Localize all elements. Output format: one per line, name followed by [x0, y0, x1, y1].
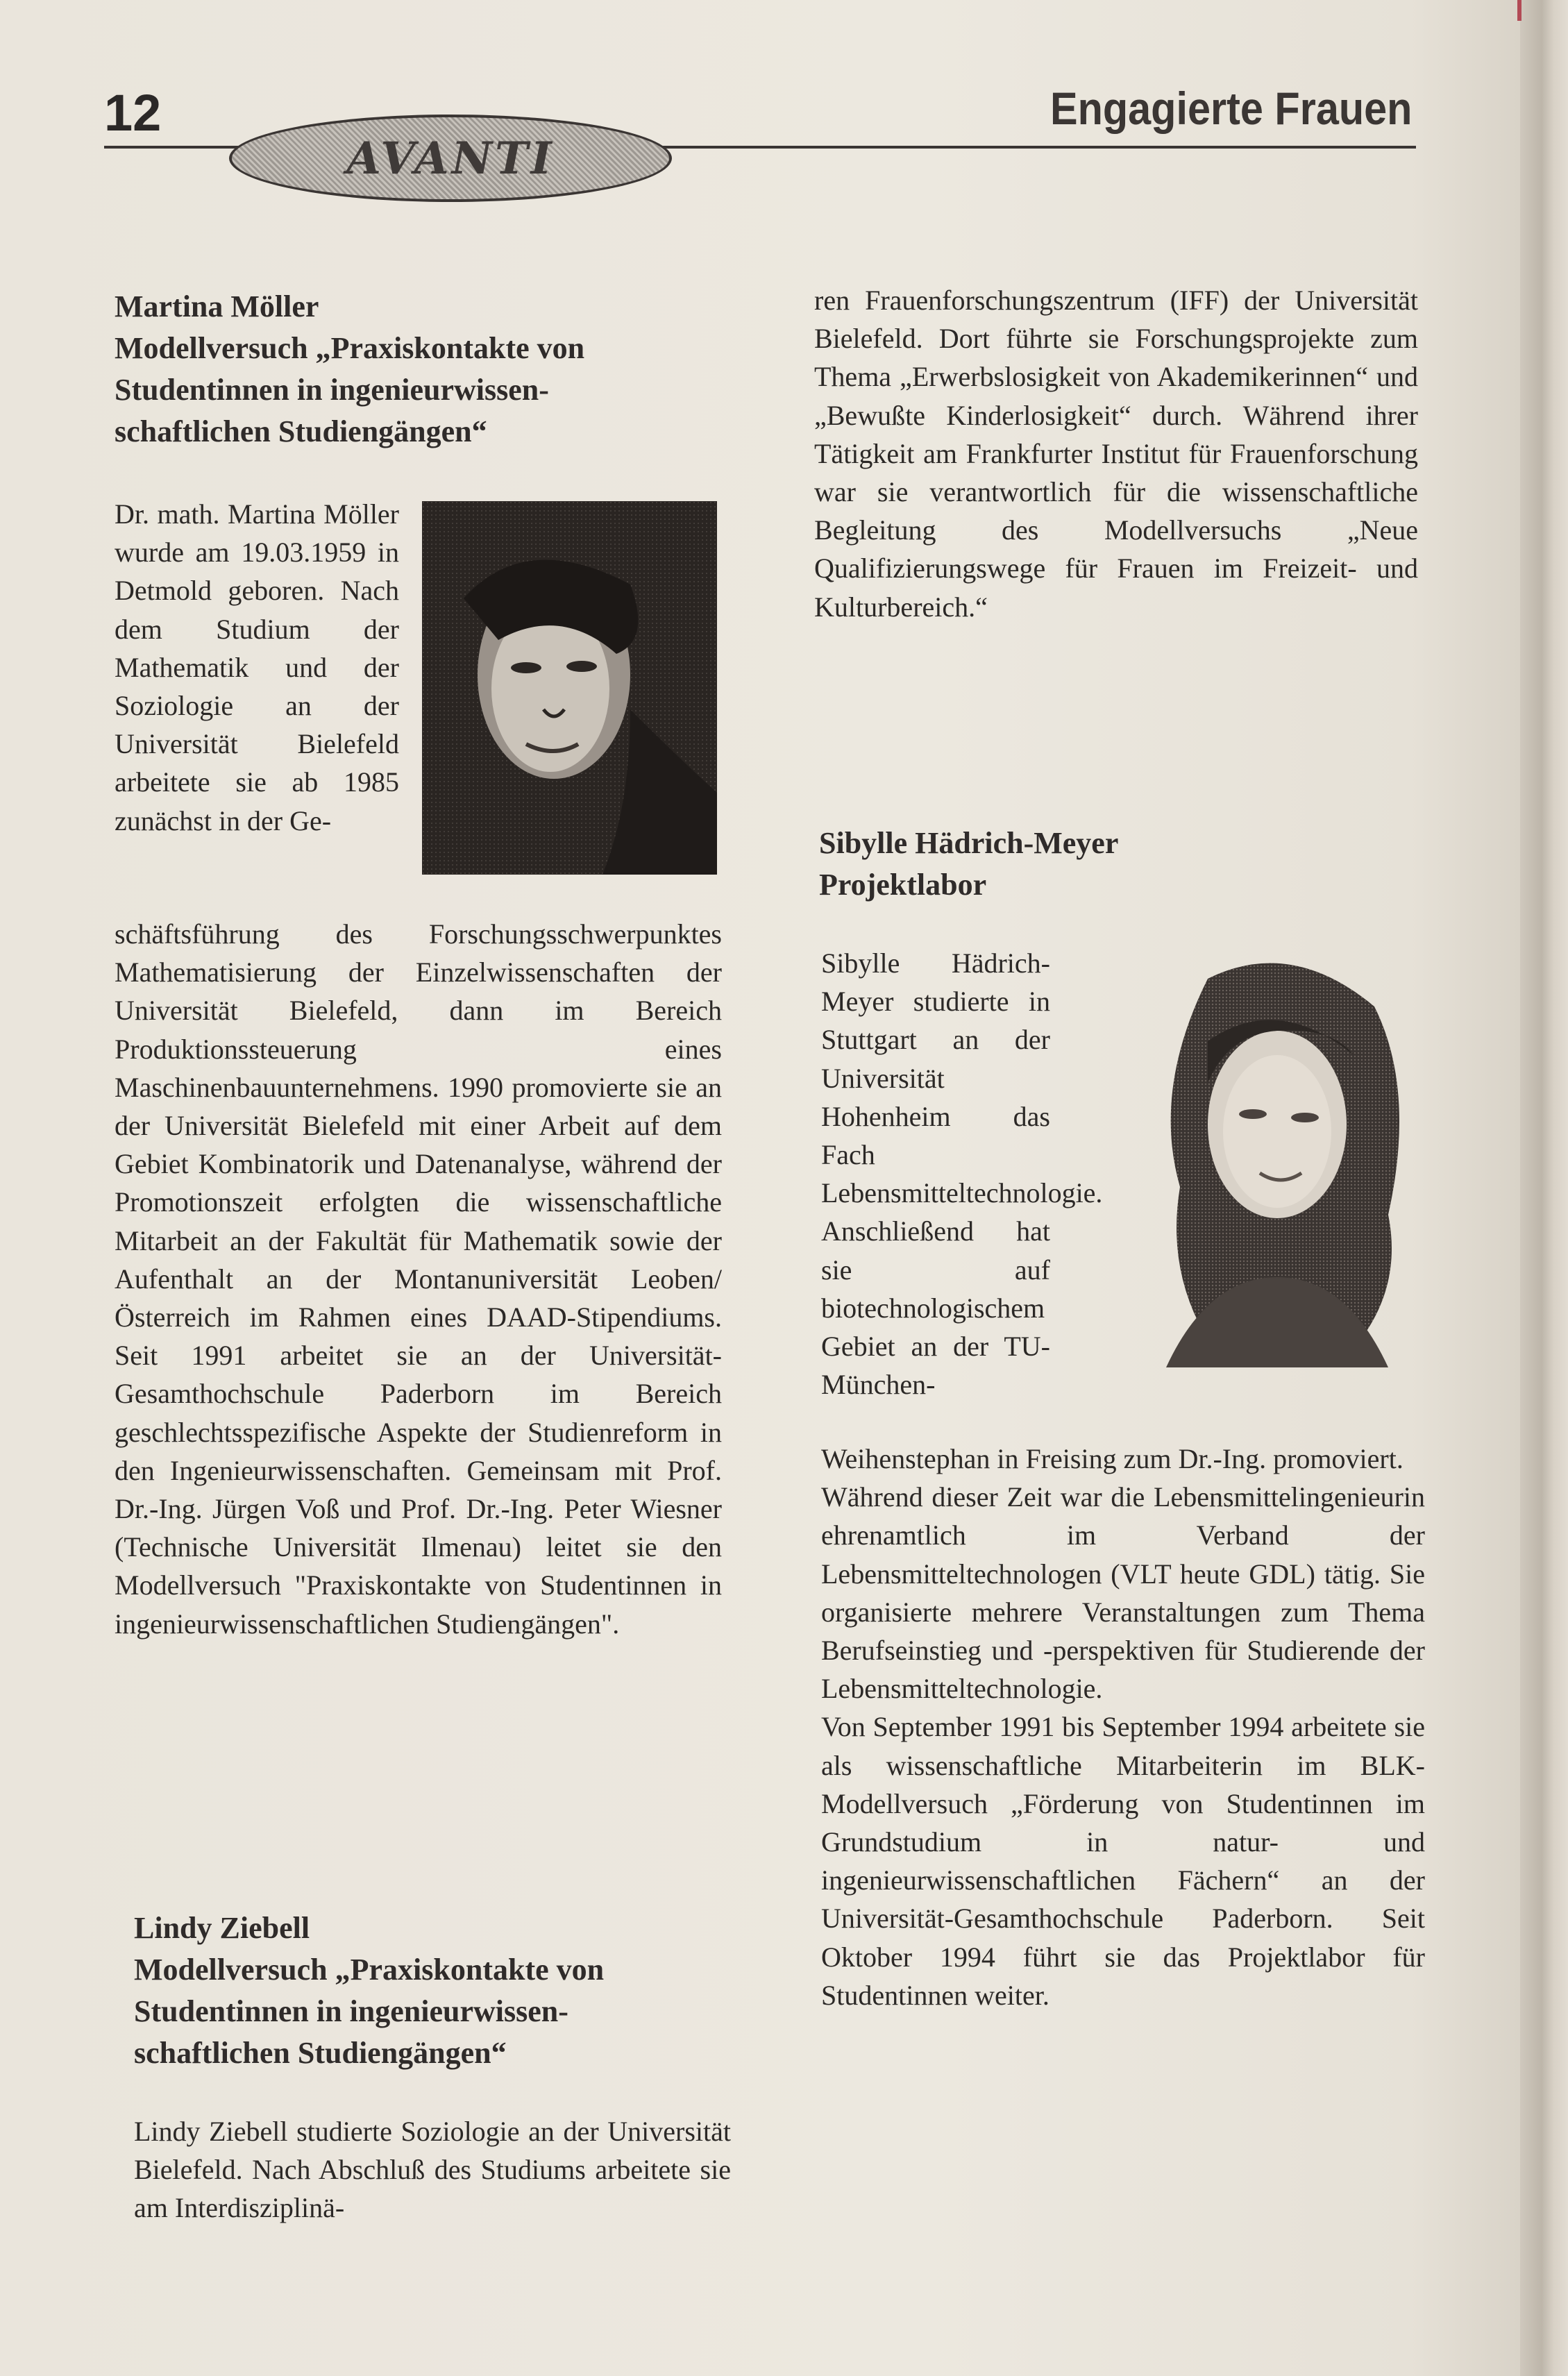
article-heading-moeller: Modellversuch „Praxiskontakte von Studentinnen in ingenieurwissen-schaftlichen Studiengängen“ — [115, 331, 585, 448]
article-heading-haedrich: Projektlabor — [819, 868, 987, 902]
book-spine — [1520, 0, 1568, 2376]
author-name-haedrich: Sibylle Hädrich-Meyer — [819, 826, 1119, 860]
paragraph: Dr. math. Martina Möller wurde am 19.03.1959 in Detmold geboren. Nach dem Studium der Mathematik und der Soziologie an der Universität Bielefeld arbeitete sie ab 1985 zunächst in der Ge- — [115, 498, 399, 836]
avanti-logo — [229, 115, 672, 202]
paragraph: Sibylle Hädrich-Meyer studierte in Stuttgart an der Universität Hohenheim das Fach Lebensmitteltechnologie. Anschließend hat sie auf biotechnologischem Gebiet an der TU-München- — [821, 947, 1103, 1401]
paragraph: schäftsführung des Forschungsschwerpunktes Mathematisierung der Einzelwissenschaften der Universität Bielefeld, dann im Bereich Produktionssteuerung eines Maschinenbauunternehmens. 1990 promovierte sie an der Universität Bielefeld mit einer Arbeit auf dem Gebiet Kombinatorik und Datenanalyse, während der Promotionszeit erfolgten die wissenschaftliche Mitarbeit an der Fakultät für Mathematik sowie der Aufenthalt an der Montanuniversität Leoben/Österreich im Rahmen eines DAAD-Stipendiums. Seit 1991 arbeitet sie an der Universität-Gesamthochschule Paderborn im Bereich geschlechtsspezifische Aspekte der Studienreform in den Ingenieurwissenschaften. Gemeinsam mit Prof. Dr.-Ing. Jürgen Voß und Prof. Dr.-Ing. Peter Wiesner (Technische Universität Ilmenau) leitet sie den Modellversuch "Praxiskontakte von Studentinnen in ingenieurwissenschaftlichen Studiengängen". — [115, 918, 722, 1640]
author-name-ziebell: Lindy Ziebell — [134, 1911, 310, 1945]
article-text-haedrich-narrow — [821, 944, 1103, 1404]
paragraph: Während dieser Zeit war die Lebensmittelingenieurin ehrenamtlich im Verband der Lebensmitteltechnologen (VLT heute GDL) tätig. Sie organisierte mehrere Veranstaltungen zum Thema Berufseinstieg und -perspektiven für Studierende der Lebensmitteltechnologie. — [821, 1481, 1425, 1705]
article-text-ziebell-col2 — [814, 281, 1418, 626]
section-title: Engagierte Frauen — [1049, 83, 1412, 134]
paragraph: ren Frauenforschungszentrum (IFF) der Universität Bielefeld. Dort führte sie Forschungsprojekte zum Thema „Erwerbslosigkeit von Akademikerinnen“ und „Bewußte Kinderlosigkeit“ durch. Während ihrer Tätigkeit am Frankfurter Institut für Frauenforschung war sie verantwortlich für die wissenschaftliche Begleitung des Modellversuchs „Neue Qualifizierungswege für Frauen im Freizeit- und Kulturbereich.“ — [814, 285, 1418, 623]
paragraph: Von September 1991 bis September 1994 arbeitete sie als wissenschaftliche Mitarbeiterin im BLK-Modellversuch „Förderung von Studentinnen im Grundstudium in natur- und ingenieurwissenschaftlichen Fächern“ an der Universität-Gesamthochschule Paderborn. Seit Oktober 1994 führt sie das Projektlabor für Studentinnen weiter. — [821, 1711, 1425, 2011]
article-text-haedrich — [821, 1440, 1425, 2014]
logo-text: AVANTI — [346, 132, 555, 185]
page-number: 12 — [104, 84, 162, 142]
article-heading-ziebell: Modellversuch „Praxiskontakte von Studentinnen in ingenieurwissen-schaftlichen Studiengängen“ — [134, 1953, 605, 2070]
spine-edge-mark — [1517, 0, 1521, 21]
article-text-moeller — [115, 915, 722, 1643]
article-text-moeller-narrow — [115, 495, 399, 840]
paragraph: Weihenstephan in Freising zum Dr.-Ing. promoviert. — [821, 1443, 1403, 1474]
paragraph: Lindy Ziebell studierte Soziologie an der Universität Bielefeld. Nach Abschluß des Studiums arbeitete sie am Interdisziplinä- — [134, 2116, 731, 2224]
portrait-photo-moeller — [422, 501, 717, 875]
article-text-ziebell-col1 — [134, 2112, 731, 2227]
portrait-photo-haedrich — [1124, 951, 1423, 1367]
author-name-moeller: Martina Möller — [115, 289, 319, 323]
